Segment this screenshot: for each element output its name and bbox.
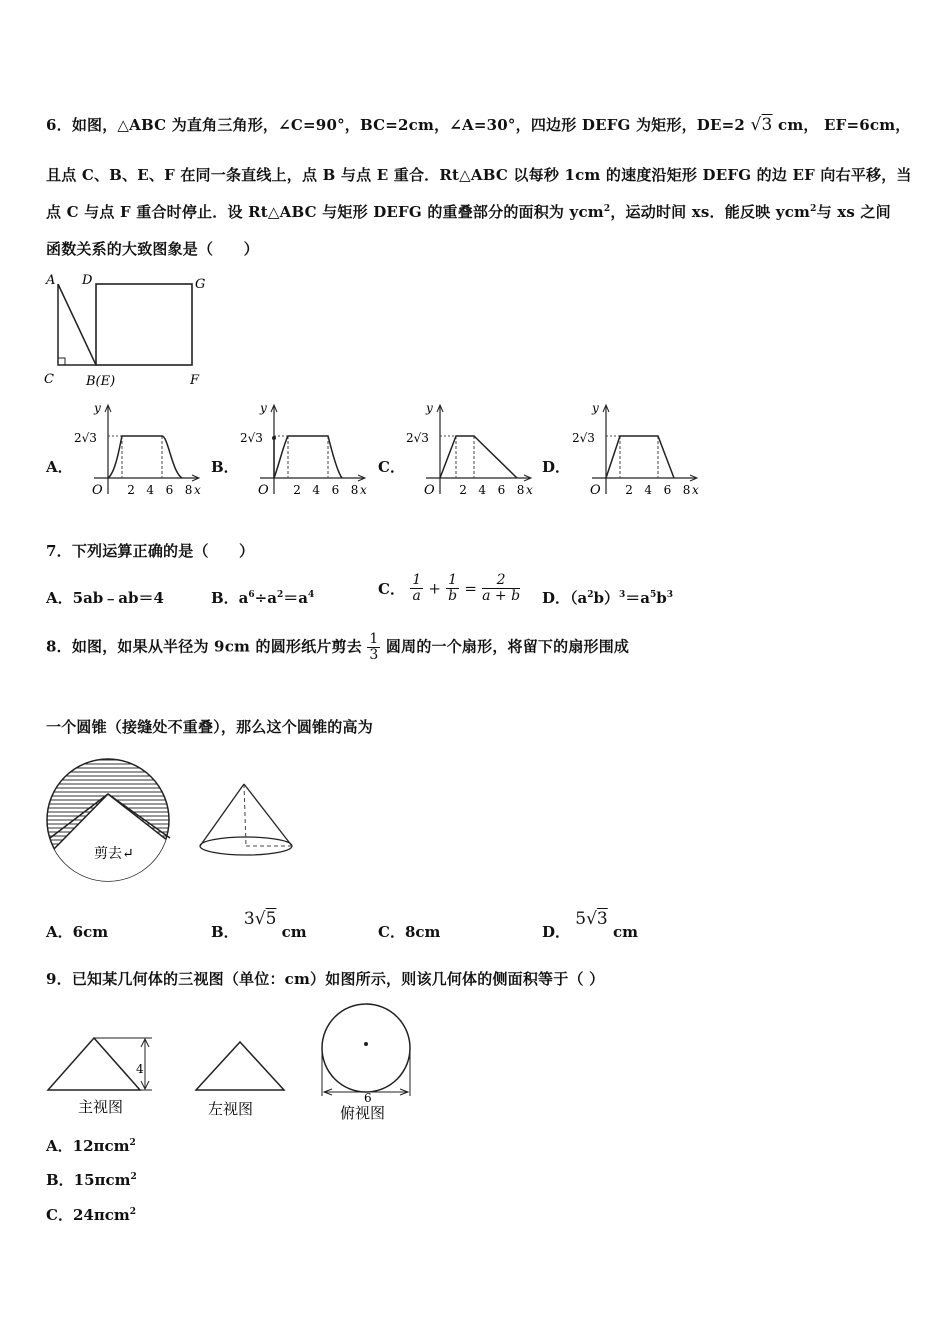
q9-option-C[interactable] xyxy=(46,1204,136,1225)
t: D． xyxy=(542,923,571,941)
t: C．24πcm xyxy=(46,1206,130,1224)
label-C: C xyxy=(44,372,54,387)
t: D．（a xyxy=(542,589,588,607)
x-tick-label: 6 xyxy=(497,483,506,497)
sup: 3 xyxy=(619,590,626,600)
q8-cone-figure xyxy=(196,780,300,860)
top-view-label: 俯视图 xyxy=(340,1104,386,1122)
q6-graph-B xyxy=(238,398,370,508)
q6-figure xyxy=(40,270,220,392)
sup: 2 xyxy=(587,590,594,600)
q6-text-b: cm， EF=6cm， xyxy=(777,116,911,134)
q6-graph-A xyxy=(72,398,204,508)
q8-option-A[interactable]: A．6cm xyxy=(46,923,109,941)
function-curve xyxy=(108,436,182,478)
q8-stem xyxy=(46,632,629,663)
q6-graph-D xyxy=(570,398,702,508)
q6-option-D[interactable]: D． xyxy=(542,458,571,476)
diameter-label: 6 xyxy=(364,1091,372,1105)
sup: 2 xyxy=(129,1207,137,1217)
cut-label: 剪去↵ xyxy=(94,846,134,862)
sqrt-3: √3 xyxy=(750,115,773,135)
q8-stem2: 一个圆锥（接缝处不重叠），那么这个圆锥的高为 xyxy=(46,718,373,736)
q6-text-a: 6．如图，△ABC 为直角三角形，∠C=90°，BC=2cm，∠A=30°，四边形 DEFG 为矩形，DE=2 xyxy=(46,116,746,134)
q6-line2: 且点 C、B、E、F 在同一条直线上，点 B 与点 E 重合．Rt△ABC 以每秒 1cm 的速度沿矩形 DEFG 的边 EF 向右平移，当 xyxy=(46,166,912,184)
x-tick-label: 2 xyxy=(293,483,301,497)
q9-option-A[interactable] xyxy=(46,1135,136,1156)
x-tick-label: 4 xyxy=(478,483,487,497)
y-label: y xyxy=(94,401,101,415)
q7-option-D[interactable] xyxy=(542,587,673,608)
x-tick-label: 2 xyxy=(625,483,633,497)
label-D: D xyxy=(82,273,93,288)
left-view-label: 左视图 xyxy=(208,1100,254,1118)
sup: 2 xyxy=(276,590,284,600)
x-tick-label: 6 xyxy=(165,483,174,497)
x-tick-label: 8 xyxy=(350,483,359,497)
x-tick-label: 6 xyxy=(331,483,340,497)
start-point xyxy=(272,436,276,440)
q6-line3-a: 点 C 与点 F 重合时停止．设 Rt△ABC 与矩形 DEFG 的重叠部分的面积为 ycm xyxy=(46,203,604,221)
label-F: F xyxy=(190,373,200,388)
height-label: 4 xyxy=(136,1062,144,1076)
x-tick-label: 8 xyxy=(184,483,193,497)
t: b） xyxy=(593,589,619,607)
q7-option-A[interactable]: A．5ab﹣ab＝4 xyxy=(46,589,164,607)
y-value-label: 2√3 xyxy=(240,431,263,445)
x-label: x xyxy=(360,483,367,497)
sup: 2 xyxy=(810,204,817,214)
radical: 5√3 xyxy=(575,909,608,929)
sup: 4 xyxy=(307,590,315,600)
q6-option-B[interactable]: B． xyxy=(211,458,239,476)
t: B． xyxy=(211,923,239,941)
unit: cm xyxy=(281,923,307,941)
function-curve xyxy=(440,436,517,478)
sup: 2 xyxy=(603,204,611,214)
y-label: y xyxy=(260,401,267,415)
fraction: $\frac{1}{3}$ xyxy=(369,631,379,663)
fraction: $\frac{1}{b}$ xyxy=(448,572,458,604)
sup: 2 xyxy=(130,1172,137,1182)
label-BE: B(E) xyxy=(86,374,116,389)
front-view-label: 主视图 xyxy=(78,1098,124,1116)
q6-option-C[interactable]: C． xyxy=(378,458,405,476)
label-G: G xyxy=(195,277,206,292)
t: 圆周的一个扇形，将留下的扇形围成 xyxy=(385,637,630,656)
fraction: $\frac{1}{a}$ xyxy=(412,572,422,604)
t: A．12πcm xyxy=(46,1137,130,1155)
t: 8．如图，如果从半径为 9cm 的圆形纸片剪去 xyxy=(46,637,362,656)
origin-label: O xyxy=(590,483,601,498)
x-tick-label: 4 xyxy=(146,483,155,497)
t: B．15πcm xyxy=(46,1171,131,1189)
x-tick-label: 6 xyxy=(663,483,672,497)
x-tick-label: 8 xyxy=(516,483,525,497)
function-curve xyxy=(274,436,342,478)
q6-line1 xyxy=(46,114,911,135)
t: C． xyxy=(378,580,405,598)
t: ÷a xyxy=(254,589,277,607)
plus: + xyxy=(428,579,441,598)
t: ＝a xyxy=(283,589,308,607)
x-label: x xyxy=(526,483,533,497)
t: B．a xyxy=(211,589,249,607)
y-value-label: 2√3 xyxy=(406,431,429,445)
q9-three-views xyxy=(44,1004,424,1128)
q8-circle-figure xyxy=(44,754,176,888)
q6-line4: 函数关系的大致图象是（ ） xyxy=(46,240,259,258)
sup: 3 xyxy=(666,590,674,600)
q6-graph-C xyxy=(404,398,536,508)
x-tick-label: 4 xyxy=(312,483,321,497)
q9-option-B[interactable] xyxy=(46,1169,137,1190)
function-curve xyxy=(606,436,674,478)
radical: 3√5 xyxy=(243,909,277,929)
unit: cm xyxy=(612,923,638,941)
x-label: x xyxy=(692,483,699,497)
fraction: $\frac{2}{a + b}$ xyxy=(482,572,521,604)
label-A: A xyxy=(46,273,56,288)
t: ＝a xyxy=(625,589,650,607)
q7-stem: 7．下列运算正确的是（ ） xyxy=(46,542,255,560)
origin-label: O xyxy=(258,483,269,498)
origin-label: O xyxy=(424,483,435,498)
equals: = xyxy=(464,579,477,598)
x-tick-label: 4 xyxy=(644,483,653,497)
q9-stem: 9．已知某几何体的三视图（单位：cm）如图所示，则该几何体的侧面积等于（ ） xyxy=(46,970,605,988)
y-label: y xyxy=(426,401,433,415)
y-label: y xyxy=(592,401,599,415)
x-label: x xyxy=(194,483,201,497)
x-tick-label: 2 xyxy=(127,483,135,497)
q6-option-A[interactable]: A． xyxy=(46,458,73,476)
x-tick-label: 8 xyxy=(682,483,691,497)
origin-label: O xyxy=(92,483,103,498)
q6-line3-c: 与 xs 之间 xyxy=(816,203,891,221)
y-value-label: 2√3 xyxy=(74,431,97,445)
t: b xyxy=(656,589,667,607)
q8-option-C[interactable]: C．8cm xyxy=(378,923,441,941)
q8-option-D[interactable] xyxy=(542,908,638,941)
q6-line3 xyxy=(46,201,891,222)
q8-option-B[interactable] xyxy=(211,908,307,941)
q7-option-B[interactable] xyxy=(211,587,314,608)
sup: 6 xyxy=(248,590,255,600)
x-tick-label: 2 xyxy=(459,483,467,497)
y-value-label: 2√3 xyxy=(572,431,595,445)
q7-option-C[interactable] xyxy=(378,573,520,604)
q6-line3-b: ，运动时间 xs．能反映 ycm xyxy=(610,203,811,221)
sup: 5 xyxy=(650,590,657,600)
sup: 2 xyxy=(129,1138,136,1148)
